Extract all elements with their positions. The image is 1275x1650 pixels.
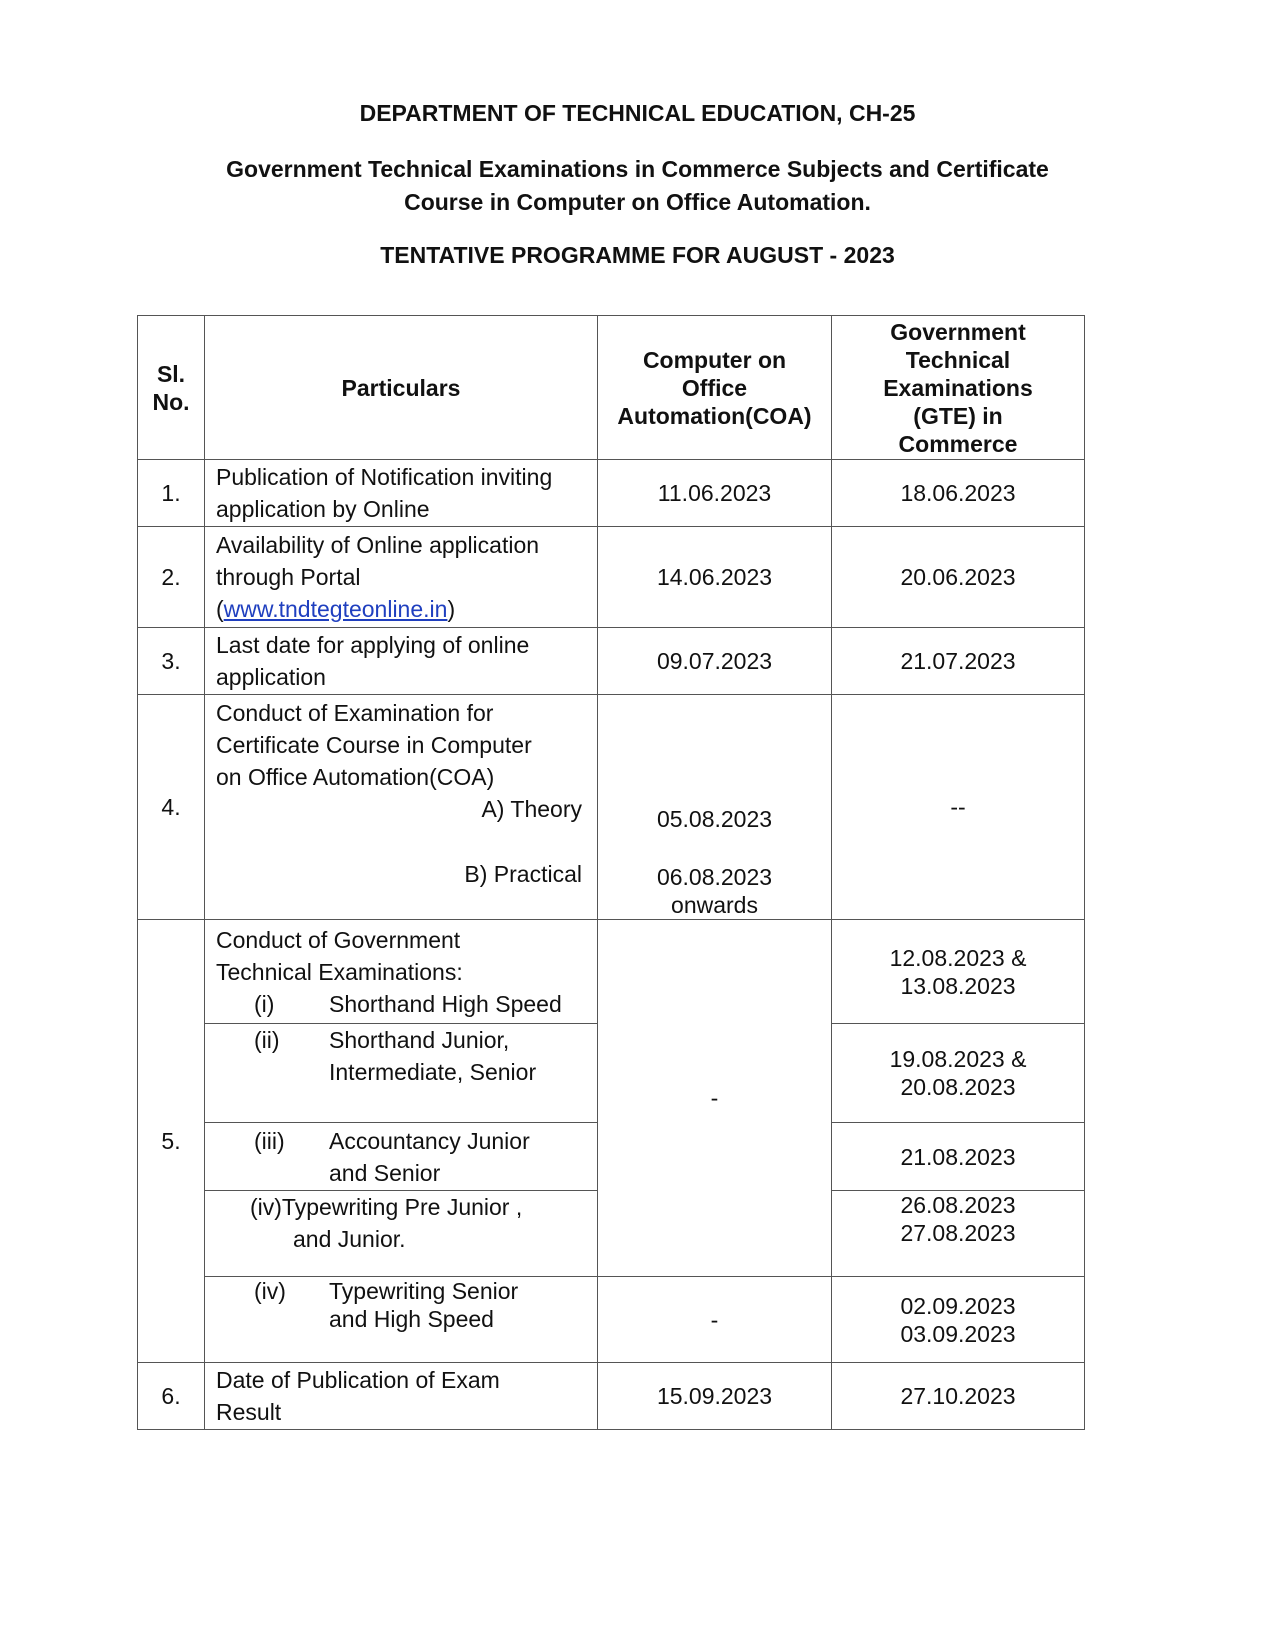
particulars-line: Date of Publication of Exam bbox=[216, 1367, 500, 1393]
document-subtitle bbox=[0, 153, 1275, 219]
col-header-sl-no bbox=[138, 316, 205, 460]
particulars bbox=[205, 527, 598, 628]
particulars bbox=[205, 1024, 598, 1123]
coa-line: Computer on bbox=[642, 346, 787, 373]
particulars-line: Result bbox=[216, 1399, 282, 1425]
col-header-gte bbox=[832, 316, 1085, 460]
particulars bbox=[205, 628, 598, 695]
col-header-particulars: Particulars bbox=[205, 316, 598, 460]
table-row bbox=[138, 695, 1085, 920]
table-row bbox=[138, 527, 1085, 628]
coa-date bbox=[598, 695, 832, 920]
gte-line: Examinations bbox=[883, 374, 1033, 401]
sl-no: 6. bbox=[138, 1363, 205, 1430]
sub-item bbox=[216, 1125, 597, 1189]
sub-item bbox=[216, 1277, 597, 1333]
particulars-line: Conduct of Government bbox=[216, 926, 461, 953]
particulars-line: Technical Examinations: bbox=[216, 958, 463, 985]
particulars-line: Last date for applying of online bbox=[216, 632, 530, 658]
paren: ( bbox=[216, 596, 224, 622]
coa-date: 09.07.2023 bbox=[598, 628, 832, 695]
programme-heading: TENTATIVE PROGRAMME FOR AUGUST - 2023 bbox=[380, 242, 895, 268]
coa-date: 14.06.2023 bbox=[598, 527, 832, 628]
sl-no: 2. bbox=[138, 527, 205, 628]
table-header-row bbox=[138, 316, 1085, 460]
sub-item-text bbox=[329, 1125, 597, 1189]
paren: ) bbox=[447, 596, 456, 622]
gte-date-line: 12.08.2023 & bbox=[889, 944, 1027, 971]
gte-date-line: 21.08.2023 bbox=[900, 1143, 1016, 1170]
sl-no: 4. bbox=[138, 695, 205, 920]
sub-item-number: (i) bbox=[254, 990, 275, 1017]
gte-date-line: 27.08.2023 bbox=[900, 1220, 1016, 1246]
sub-item-line: and Junior. bbox=[293, 1226, 406, 1252]
gte-line: Government bbox=[890, 318, 1026, 345]
gte-date: 18.06.2023 bbox=[832, 460, 1085, 527]
particulars-line: Conduct of Examination for bbox=[216, 700, 494, 726]
sl-no: 5. bbox=[138, 920, 205, 1363]
gte-date-line: 13.08.2023 bbox=[900, 972, 1016, 999]
particulars bbox=[205, 695, 598, 920]
coa-theory-date: 05.08.2023 bbox=[656, 806, 773, 832]
gte-date bbox=[832, 1277, 1085, 1363]
particulars-line: on Office Automation(COA) bbox=[216, 764, 495, 790]
sub-item-number: (iv) bbox=[254, 1278, 286, 1304]
gte-date bbox=[832, 920, 1085, 1024]
gte-date-line: 03.09.2023 bbox=[900, 1320, 1016, 1347]
gte-date: 27.10.2023 bbox=[832, 1363, 1085, 1430]
sub-item-line: Intermediate, Senior bbox=[329, 1059, 537, 1085]
particulars-line bbox=[216, 593, 597, 625]
gte-date: 21.07.2023 bbox=[832, 628, 1085, 695]
sub-item bbox=[216, 988, 597, 1020]
gte-date-line: 19.08.2023 & bbox=[889, 1046, 1027, 1072]
coa-date: - bbox=[598, 1277, 832, 1363]
sub-item-line: and Senior bbox=[329, 1159, 441, 1186]
sub-item-line: Shorthand Junior, bbox=[329, 1027, 510, 1053]
programme-table bbox=[137, 315, 1085, 1430]
practical-label: B) Practical bbox=[464, 861, 582, 887]
particulars-line: Availability of Online application bbox=[216, 532, 540, 558]
coa-date: 15.09.2023 bbox=[598, 1363, 832, 1430]
particulars bbox=[205, 460, 598, 527]
no-label: No. bbox=[152, 388, 190, 415]
table-row bbox=[138, 920, 1085, 1024]
sl-label: Sl. bbox=[156, 360, 186, 387]
sub-item-line: Accountancy Junior bbox=[329, 1127, 530, 1154]
gte-date-line: 26.08.2023 bbox=[900, 1192, 1016, 1218]
coa-date: - bbox=[598, 920, 832, 1277]
subtitle-line-2: Course in Computer on Office Automation. bbox=[404, 189, 871, 215]
sl-no: 1. bbox=[138, 460, 205, 527]
particulars-line: Publication of Notification inviting bbox=[216, 464, 553, 490]
particulars bbox=[205, 1191, 598, 1277]
col-header-coa bbox=[598, 316, 832, 460]
sub-item-line: (iv)Typewriting Pre Junior , bbox=[250, 1194, 523, 1220]
sub-item-text bbox=[329, 1277, 597, 1333]
particulars-line: application bbox=[216, 664, 326, 690]
theory-label: A) Theory bbox=[481, 796, 582, 822]
particulars-line: Certificate Course in Computer bbox=[216, 732, 532, 758]
coa-practical-date: 06.08.2023 bbox=[656, 864, 773, 890]
gte-date bbox=[832, 1191, 1085, 1277]
coa-practical-onwards: onwards bbox=[671, 892, 758, 918]
coa-date: 11.06.2023 bbox=[598, 460, 832, 527]
coa-line: Automation(COA) bbox=[617, 402, 812, 429]
gte-line: (GTE) in bbox=[913, 402, 1003, 429]
gte-date: -- bbox=[832, 695, 1085, 920]
coa-line: Office bbox=[681, 374, 748, 401]
table-row bbox=[138, 1363, 1085, 1430]
gte-date-line: 20.08.2023 bbox=[900, 1074, 1016, 1100]
table-row bbox=[138, 460, 1085, 527]
sub-item-number: (ii) bbox=[254, 1027, 280, 1053]
gte-date bbox=[832, 1024, 1085, 1123]
gte-date-line: 02.09.2023 bbox=[900, 1292, 1016, 1319]
sub-item-text bbox=[329, 1024, 597, 1088]
sub-item-line: and High Speed bbox=[329, 1306, 494, 1332]
sub-item-number: (iii) bbox=[254, 1127, 285, 1154]
portal-link[interactable]: www.tndtegteonline.in bbox=[223, 596, 448, 622]
gte-line: Technical bbox=[905, 346, 1011, 373]
particulars bbox=[205, 1363, 598, 1430]
department-heading: DEPARTMENT OF TECHNICAL EDUCATION, CH-25 bbox=[359, 100, 916, 126]
particulars bbox=[205, 920, 598, 1024]
particulars bbox=[205, 1123, 598, 1191]
sub-item bbox=[216, 1024, 597, 1088]
table-row bbox=[138, 628, 1085, 695]
particulars bbox=[205, 1277, 598, 1363]
particulars-line: through Portal bbox=[216, 564, 361, 590]
subtitle-line-1: Government Technical Examinations in Commerce Subjects and Certificate bbox=[226, 156, 1049, 182]
table-row bbox=[138, 1277, 1085, 1363]
sl-no: 3. bbox=[138, 628, 205, 695]
gte-line: Commerce bbox=[898, 430, 1018, 457]
particulars-line: application by Online bbox=[216, 496, 430, 522]
sub-item-line: Typewriting Senior bbox=[329, 1278, 519, 1304]
gte-date: 20.06.2023 bbox=[832, 527, 1085, 628]
gte-date bbox=[832, 1123, 1085, 1191]
sub-item-text: Shorthand High Speed bbox=[329, 990, 562, 1017]
